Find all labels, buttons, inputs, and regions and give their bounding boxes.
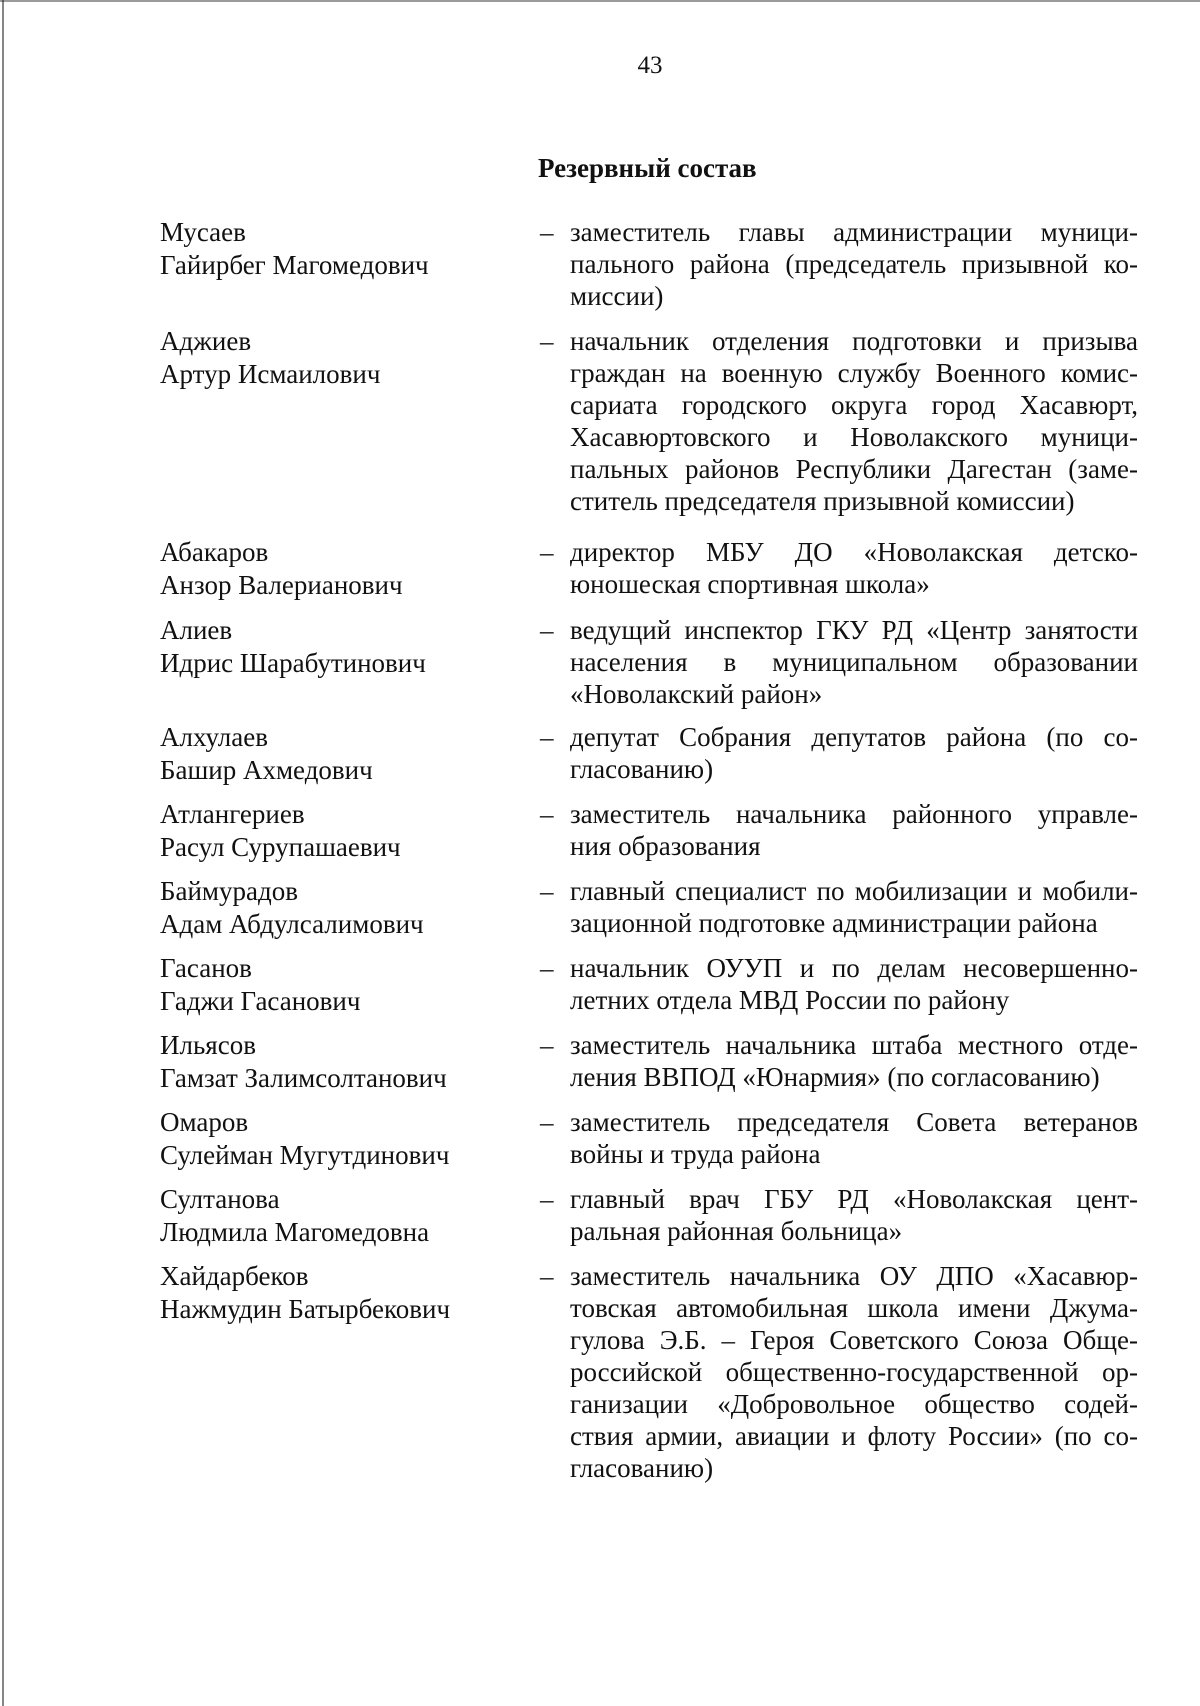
description-line: ведущий инспектор ГКУ РД «Центр занятости	[570, 615, 1138, 645]
page-number: 43	[637, 52, 663, 79]
list-dash: –	[540, 876, 554, 906]
surname: Баймурадов	[160, 876, 298, 906]
surname: Омаров	[160, 1107, 249, 1137]
person-name	[160, 614, 520, 680]
position-description	[570, 1106, 1138, 1170]
surname: Ильясов	[160, 1030, 256, 1060]
list-dash: –	[540, 1184, 554, 1214]
description-line: заместитель начальника ОУ ДПО «Хасавюр-	[570, 1261, 1138, 1291]
given-name: Людмила Магомедовна	[160, 1217, 430, 1247]
description-line: ления ВВПОД «Юнармия» (по согласованию)	[570, 1062, 1100, 1092]
list-dash: –	[540, 1107, 554, 1137]
list-dash: –	[540, 326, 554, 356]
description-line: населения в муниципальном образовании	[570, 647, 1138, 677]
description-line: граждан на военную службу Военного комис-	[570, 358, 1138, 388]
description-line: гласованию)	[570, 754, 714, 784]
list-dash: –	[540, 799, 554, 829]
description-line: главный специалист по мобилизации и мобили-	[570, 876, 1138, 906]
person-name	[160, 1029, 520, 1095]
list-dash: –	[540, 217, 554, 247]
description-line: заместитель главы администрации муници-	[570, 217, 1138, 247]
description-line: летних отдела МВД России по району	[570, 985, 1010, 1015]
description-line: Хасавюртовского и Новолакского муници-	[570, 422, 1138, 452]
given-name: Адам Абдулсалимович	[160, 909, 424, 939]
description-line: ния образования	[570, 831, 761, 861]
description-line: гласованию)	[570, 1453, 714, 1483]
given-name: Идрис Шарабутинович	[160, 648, 426, 678]
surname: Мусаев	[160, 217, 246, 247]
description-line: заместитель начальника штаба местного отде-	[570, 1030, 1138, 1060]
description-line: ститель председателя призывной комиссии)	[570, 486, 1075, 516]
description-line: заместитель председателя Совета ветеранов	[570, 1107, 1138, 1137]
surname: Султанова	[160, 1184, 280, 1214]
given-name: Сулейман Мугутдинович	[160, 1140, 450, 1170]
description-line: сариата городского округа город Хасавюрт,	[570, 390, 1138, 420]
description-line: начальник ОУУП и по делам несовершенно-	[570, 953, 1138, 983]
person-name	[160, 798, 520, 864]
surname: Хайдарбеков	[160, 1261, 309, 1291]
given-name: Артур Исмаилович	[160, 359, 381, 389]
description-line: пальных районов Республики Дагестан (заме-	[570, 454, 1138, 484]
person-name	[160, 1260, 520, 1326]
position-description	[570, 325, 1138, 517]
description-line: ганизации «Добровольное общество содей-	[570, 1389, 1138, 1419]
person-name	[160, 952, 520, 1018]
scan-edge-left	[2, 0, 4, 1706]
description-line: миссии)	[570, 281, 664, 311]
person-name	[160, 216, 520, 282]
person-name	[160, 875, 520, 941]
description-line: российской общественно-государственной ор-	[570, 1357, 1138, 1387]
description-line: депутат Собрания депутатов района (по со-	[570, 722, 1138, 752]
person-name	[160, 721, 520, 787]
position-description	[570, 536, 1138, 600]
list-dash: –	[540, 953, 554, 983]
surname: Алиев	[160, 615, 233, 645]
position-description	[570, 216, 1138, 312]
list-dash: –	[540, 537, 554, 567]
description-line: товская автомобильная школа имени Джума-	[570, 1293, 1138, 1323]
section-title: Резервный состав	[538, 153, 757, 183]
given-name: Нажмудин Батырбекович	[160, 1294, 451, 1324]
given-name: Анзор Валерианович	[160, 570, 403, 600]
person-name	[160, 1106, 520, 1172]
description-line: «Новолакский район»	[570, 679, 823, 709]
description-line: войны и труда района	[570, 1139, 821, 1169]
position-description	[570, 952, 1138, 1016]
description-line: ствия армии, авиации и флоту России» (по со-	[570, 1421, 1138, 1451]
surname: Гасанов	[160, 953, 252, 983]
given-name: Башир Ахмедович	[160, 755, 373, 785]
person-name	[160, 536, 520, 602]
given-name: Гаджи Гасанович	[160, 986, 361, 1016]
surname: Аджиев	[160, 326, 252, 356]
position-description	[570, 721, 1138, 785]
description-line: начальник отделения подготовки и призыва	[570, 326, 1138, 356]
description-line: гулова Э.Б. – Героя Советского Союза Обще-	[570, 1325, 1138, 1355]
description-line: директор МБУ ДО «Новолакская детско-	[570, 537, 1138, 567]
description-line: зационной подготовке администрации района	[570, 908, 1098, 938]
list-dash: –	[540, 1030, 554, 1060]
surname: Атлангериев	[160, 799, 305, 829]
person-name	[160, 1183, 520, 1249]
description-line: пального района (председатель призывной ко-	[570, 249, 1138, 279]
position-description	[570, 1260, 1138, 1484]
position-description	[570, 798, 1138, 862]
position-description	[570, 1183, 1138, 1247]
description-line: юношеская спортивная школа»	[570, 569, 930, 599]
surname: Алхулаев	[160, 722, 268, 752]
list-dash: –	[540, 722, 554, 752]
position-description	[570, 1029, 1138, 1093]
scan-edge-top	[0, 0, 1200, 2]
given-name: Гамзат Залимсолтанович	[160, 1063, 447, 1093]
person-name	[160, 325, 520, 391]
surname: Абакаров	[160, 537, 269, 567]
given-name: Расул Сурупашаевич	[160, 832, 401, 862]
description-line: главный врач ГБУ РД «Новолакская цент-	[570, 1184, 1138, 1214]
list-dash: –	[540, 1261, 554, 1291]
position-description	[570, 875, 1138, 939]
description-line: заместитель начальника районного управле-	[570, 799, 1138, 829]
description-line: ральная районная больница»	[570, 1216, 903, 1246]
position-description	[570, 614, 1138, 710]
given-name: Гайирбег Магомедович	[160, 250, 429, 280]
list-dash: –	[540, 615, 554, 645]
